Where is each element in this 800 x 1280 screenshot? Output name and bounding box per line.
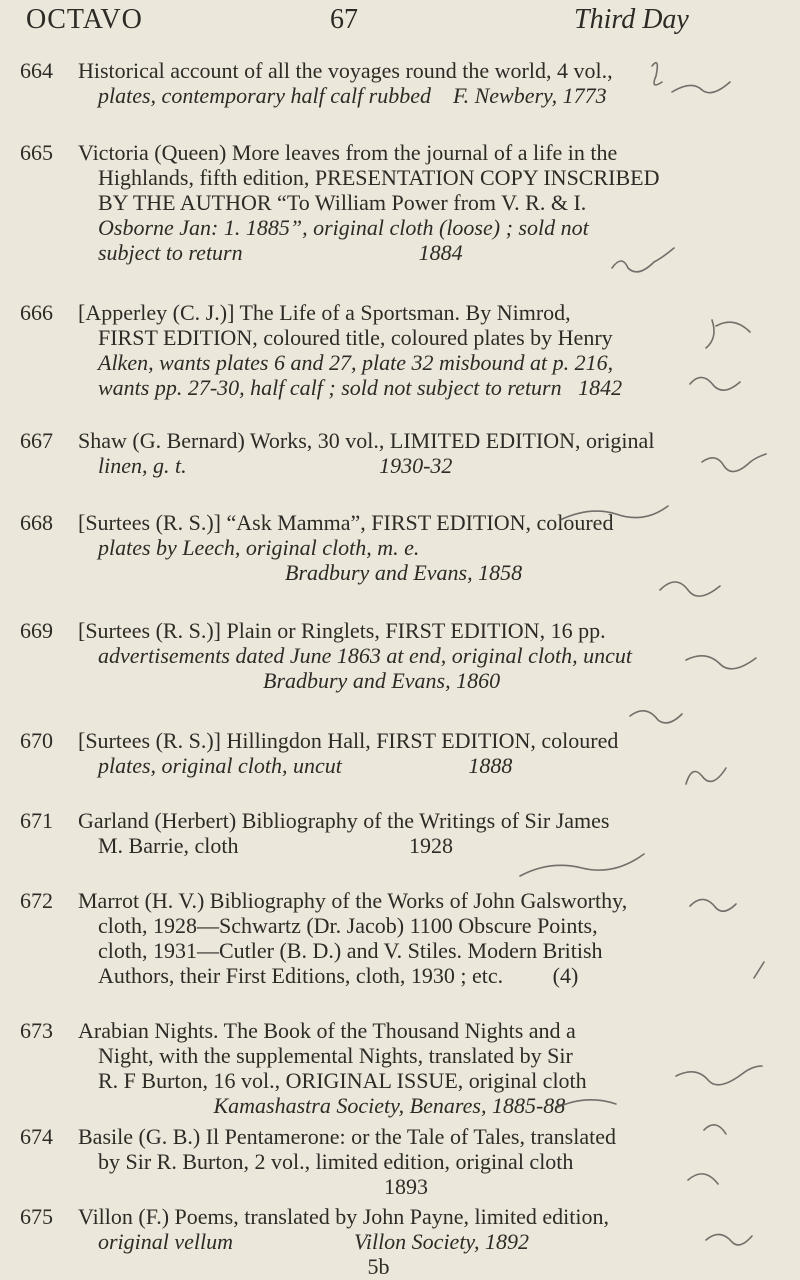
lot-number: 669 [20,618,53,643]
lot-description [78,510,718,585]
lot-line: Garland (Herbert) Bibliography of the Writings of Sir James [78,808,610,833]
lot-line: [Surtees (R. S.)] Plain or Ringlets, FIRST EDITION, 16 pp. [78,618,606,643]
lot-line: Marrot (H. V.) Bibliography of the Works of John Galsworthy, [78,888,628,913]
lot-line: subject to return 1884 [98,240,463,265]
lot-line: Bradbury and Evans, 1858 [98,560,523,585]
page-header [0,2,800,42]
lot-line: advertisements dated June 1863 at end, original cloth, uncut [98,643,633,668]
lot-line: plates, contemporary half calf rubbed F. Newbery, 1773 [98,83,607,108]
lot-line: Arabian Nights. The Book of the Thousand Nights and a [78,1018,576,1043]
lot-line: Highlands, fifth edition, PRESENTATION COPY INSCRIBED [98,165,660,190]
lot-description [78,1204,718,1279]
lot-line: wants pp. 27-30, half calf ; sold not subject to return 1842 [98,375,623,400]
lot-line: original vellum Villon Society, 1892 [98,1229,529,1254]
lot-line: 5b [98,1254,390,1279]
lot-number: 675 [20,1204,53,1229]
lot-number: 674 [20,1124,53,1149]
format-label: OCTAVO [26,4,143,35]
lot-line: FIRST EDITION, coloured title, coloured plates by Henry [98,325,613,350]
lot-line: Basile (G. B.) Il Pentamerone: or the Tale of Tales, translated [78,1124,617,1149]
lot-line: by Sir R. Burton, 2 vol., limited edition, original cloth [98,1149,574,1174]
lot-line: R. F Burton, 16 vol., ORIGINAL ISSUE, original cloth [98,1068,587,1093]
lot-description [78,888,718,988]
lot-line: Night, with the supplemental Nights, translated by Sir [98,1043,573,1068]
lot-number: 665 [20,140,53,165]
lot-line: Alken, wants plates 6 and 27, plate 32 misbound at p. 216, [98,350,614,375]
lot-number: 670 [20,728,53,753]
lot-number: 673 [20,1018,53,1043]
lot-number: 668 [20,510,53,535]
lot-description [78,300,718,400]
lot-description [78,618,718,693]
sale-day-label: Third Day [574,4,689,35]
lot-number: 671 [20,808,53,833]
lot-line: [Surtees (R. S.)] Hillingdon Hall, FIRST EDITION, coloured [78,728,619,753]
lot-line: Villon (F.) Poems, translated by John Payne, limited edition, [78,1204,609,1229]
lot-line: [Surtees (R. S.)] “Ask Mamma”, FIRST EDITION, coloured [78,510,614,535]
lot-line: Authors, their First Editions, cloth, 1930 ; etc. (4) [98,963,579,988]
lot-description [78,58,718,108]
lot-description [78,140,718,265]
lot-line: plates by Leech, original cloth, m. e. [98,535,420,560]
lot-line: M. Barrie, cloth 1928 [98,833,454,858]
lot-number: 666 [20,300,53,325]
lot-line: linen, g. t. 1930-32 [98,453,453,478]
lot-line: Kamashastra Society, Benares, 1885-88 [98,1093,566,1118]
lot-description [78,728,718,778]
lot-line: Historical account of all the voyages round the world, 4 vol., [78,58,613,83]
lot-line: 1893 [98,1174,428,1199]
lot-description [78,808,718,858]
lot-line: Osborne Jan: 1. 1885”, original cloth (loose) ; sold not [98,215,589,240]
lot-line: Bradbury and Evans, 1860 [98,668,501,693]
lot-description [78,428,718,478]
lot-line: Shaw (G. Bernard) Works, 30 vol., LIMITED EDITION, original [78,428,655,453]
lot-number: 672 [20,888,53,913]
pencil-mark [630,711,682,723]
lot-line: cloth, 1928—Schwartz (Dr. Jacob) 1100 Obscure Points, [98,913,598,938]
lot-line: Victoria (Queen) More leaves from the journal of a life in the [78,140,618,165]
lot-description [78,1018,718,1118]
lot-line: [Apperley (C. J.)] The Life of a Sportsman. By Nimrod, [78,300,571,325]
lot-line: cloth, 1931—Cutler (B. D.) and V. Stiles. Modern British [98,938,603,963]
page-number: 67 [330,4,358,35]
lot-number: 667 [20,428,53,453]
lot-description [78,1124,718,1199]
lot-line: BY THE AUTHOR “To William Power from V. R. & I. [98,190,587,215]
lot-number: 664 [20,58,53,83]
lot-line: plates, original cloth, uncut 1888 [98,753,513,778]
